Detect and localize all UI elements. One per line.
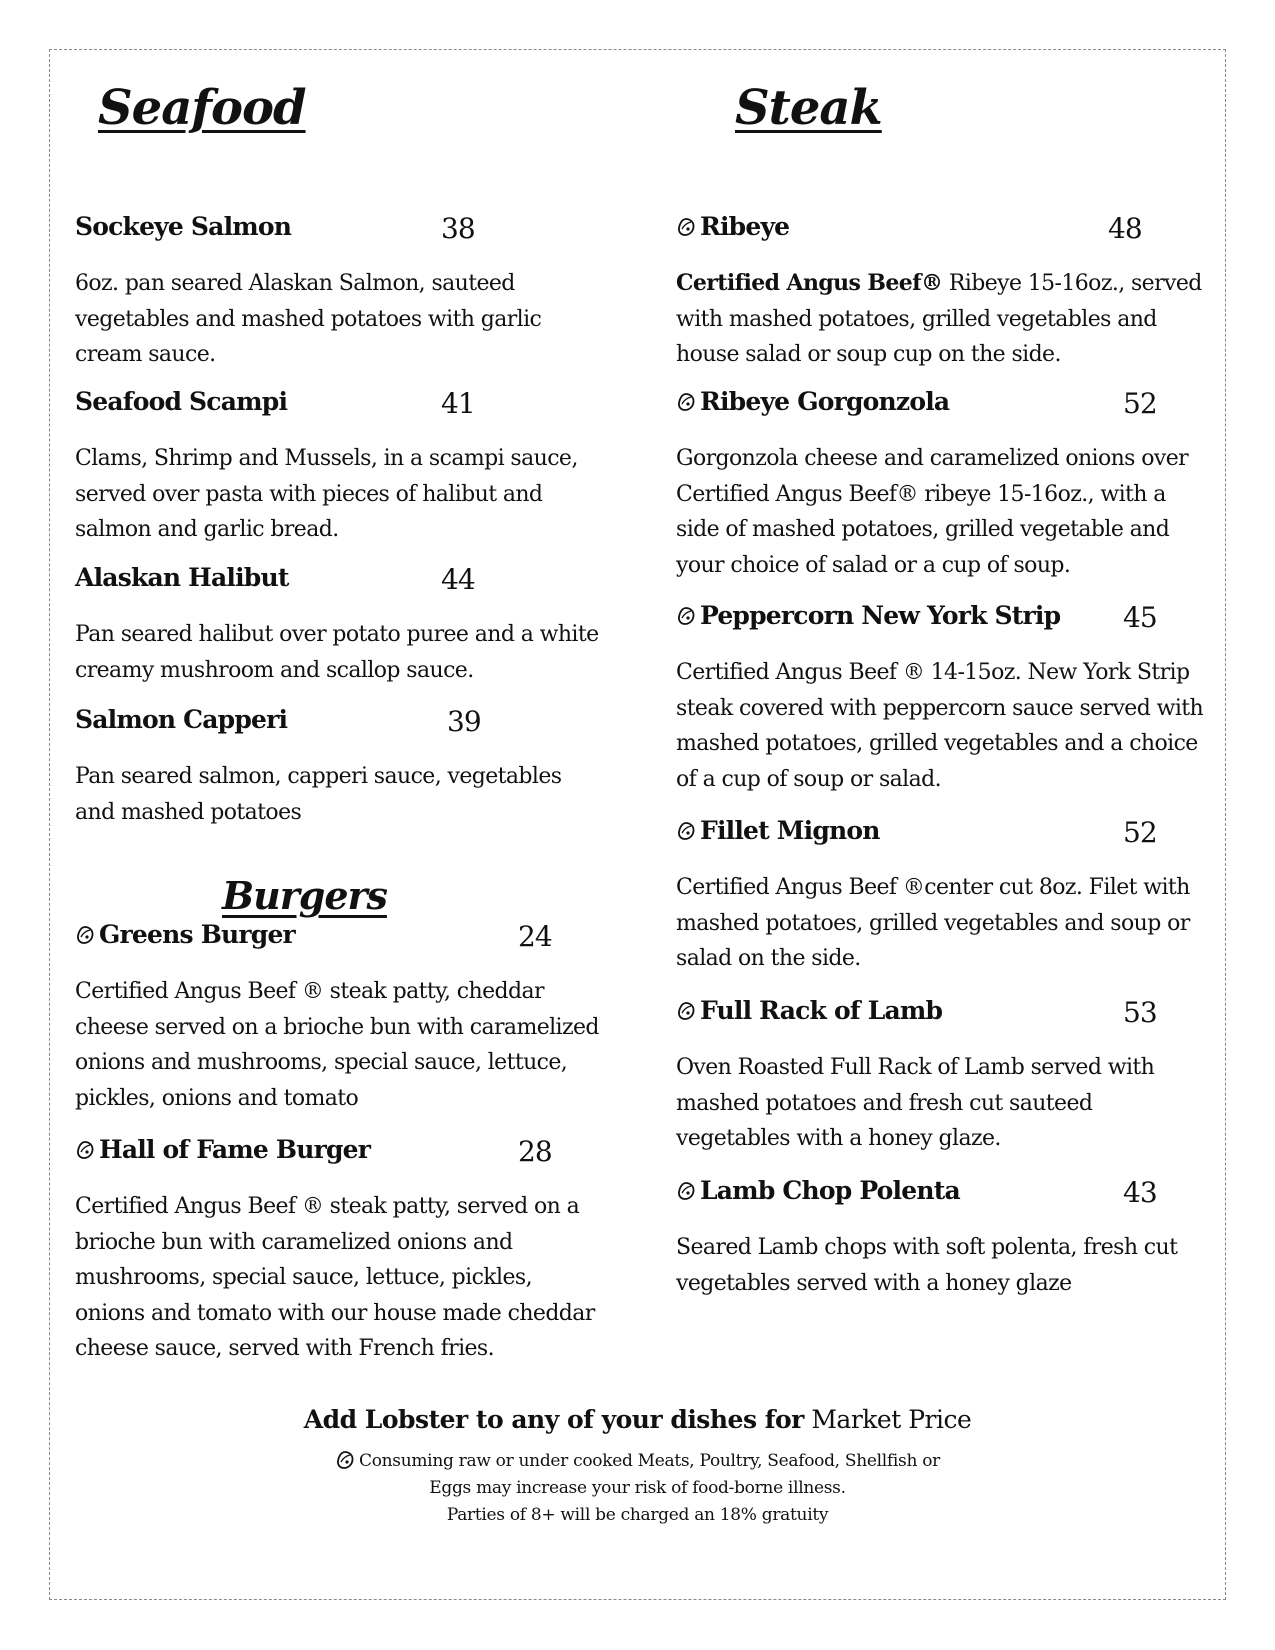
health-notice-line-1 [0,1448,1275,1475]
item-description: Seared Lamb chops with soft polenta, fresh cut vegetables served with a honey glaze [676,1235,1178,1296]
raw-food-warning-icon [676,821,696,841]
menu-item-alaskan-halibut [75,563,605,688]
item-description-text: Ribeye 15-16oz., served with mashed potatoes, grilled vegetables and house salad or soup cup on the side. [676,271,1202,367]
gratuity-notice: Parties of 8+ will be charged an 18% gratuity [446,1505,829,1525]
item-description: Pan seared halibut over potato puree and a white creamy mushroom and scallop sauce. [75,622,599,683]
item-name-wrap [75,1135,370,1164]
health-notice-text-1: Consuming raw or under cooked Meats, Poultry, Seafood, Shellfish or [359,1451,940,1471]
item-name-wrap [676,816,880,845]
item-name: Hall of Fame Burger [99,1135,371,1164]
item-price: 38 [441,212,475,245]
item-description: Certified Angus Beef ® 14-15oz. New York Strip steak covered with peppercorn sauce served with mashed potatoes, grilled vegetables and a choice of a cup of soup or salad. [676,660,1204,792]
item-name-wrap [676,212,789,241]
item-price: 45 [1123,601,1157,634]
item-name: Peppercorn New York Strip [700,601,1061,630]
item-price: 48 [1108,212,1142,245]
item-description [676,266,1206,373]
item-price: 43 [1123,1176,1157,1209]
raw-food-warning-icon [335,1450,355,1470]
item-price: 52 [1123,387,1157,420]
item-price: 52 [1123,816,1157,849]
item-name-wrap [676,601,1060,630]
item-name: Alaskan Halibut [75,563,289,592]
menu-item-salmon-capperi [75,705,605,830]
menu-item-lamb-chop-polenta [676,1176,1206,1301]
raw-food-warning-icon [676,217,696,237]
item-price: 39 [447,705,481,738]
item-name: Ribeye [700,212,790,241]
item-name: Ribeye Gorgonzola [700,387,950,416]
menu-item-hall-of-fame-burger [75,1135,605,1367]
item-name: Seafood Scampi [75,387,288,416]
item-name: Lamb Chop Polenta [700,1176,960,1205]
item-name: Salmon Capperi [75,705,288,734]
item-price: 44 [441,563,475,596]
steak-heading: Steak [735,80,882,136]
health-notice [0,1448,1275,1529]
menu-item-ribeye-gorgonzola [676,387,1206,583]
item-price: 24 [518,920,552,953]
seafood-heading: Seafood [98,80,306,136]
item-description: 6oz. pan seared Alaskan Salmon, sauteed vegetables and mashed potatoes with garlic cream sauce. [75,271,542,367]
item-name-wrap [676,996,942,1025]
raw-food-warning-icon [676,1181,696,1201]
health-notice-line-2: Eggs may increase your risk of food-borne illness. [429,1478,846,1498]
item-name-wrap [75,920,295,949]
raw-food-warning-icon [676,1001,696,1021]
item-name: Full Rack of Lamb [700,996,943,1025]
menu-item-peppercorn-new-york-strip [676,601,1206,797]
raw-food-warning-icon [75,925,95,945]
item-description: Pan seared salmon, capperi sauce, vegetables and mashed potatoes [75,764,562,825]
raw-food-warning-icon [676,606,696,626]
item-name: Greens Burger [99,920,295,949]
menu-item-greens-burger [75,920,605,1116]
menu-item-ribeye [676,212,1206,373]
item-description: Oven Roasted Full Rack of Lamb served with mashed potatoes and fresh cut sauteed vegetables with a honey glaze. [676,1055,1155,1151]
item-description: Certified Angus Beef ® steak patty, cheddar cheese served on a brioche bun with caramelized onions and mushrooms, special sauce, lettuce, pickles, onions and tomato [75,979,599,1111]
item-description: Certified Angus Beef ®center cut 8oz. Filet with mashed potatoes, grilled vegetables and soup or salad on the side. [676,875,1190,971]
raw-food-warning-icon [75,1140,95,1160]
menu-item-seafood-scampi [75,387,605,548]
raw-food-warning-icon [676,392,696,412]
item-description: Clams, Shrimp and Mussels, in a scampi sauce, served over pasta with pieces of halibut and salmon and garlic bread. [75,446,578,542]
lobster-price-text: Market Price [811,1405,972,1434]
item-name: Sockeye Salmon [75,212,292,241]
item-name-wrap [676,387,949,416]
menu-item-sockeye-salmon [75,212,605,373]
item-name: Fillet Mignon [700,816,880,845]
item-name-wrap [676,1176,960,1205]
item-description: Gorgonzola cheese and caramelized onions over Certified Angus Beef® ribeye 15-16oz., with a side of mashed potatoes, grilled vegetable and your choice of salad or a cup of soup. [676,446,1189,578]
menu-item-full-rack-of-lamb [676,996,1206,1157]
item-price: 53 [1123,996,1157,1029]
menu-item-fillet-mignon [676,816,1206,977]
item-price: 28 [518,1135,552,1168]
brand-name: Certified Angus Beef® [676,270,943,296]
item-description: Certified Angus Beef ® steak patty, served on a brioche bun with caramelized onions and mushrooms, special sauce, lettuce, pickles, onions and tomato with our house made cheddar cheese sauce, served with French fries. [75,1194,595,1361]
lobster-addon-text: Add Lobster to any of your dishes for [303,1405,804,1434]
item-price: 41 [441,387,475,420]
burgers-heading: Burgers [222,873,387,918]
lobster-addon-note [0,1405,1275,1434]
